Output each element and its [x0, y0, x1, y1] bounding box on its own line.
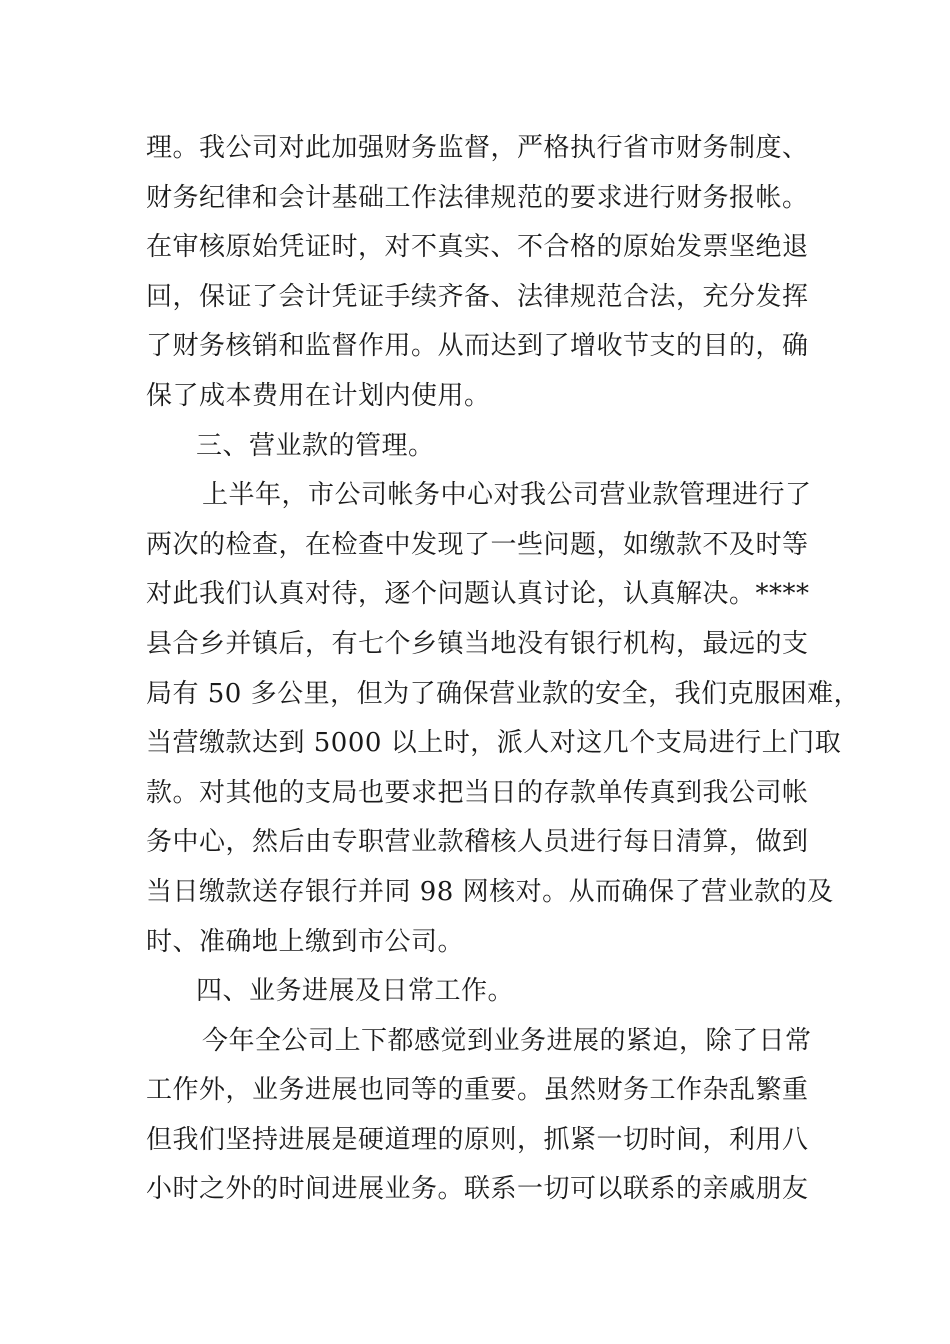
- paragraph-line: 县合乡并镇后，有七个乡镇当地没有银行机构，最远的支: [146, 628, 809, 659]
- paragraph-line: 了财务核销和监督作用。从而达到了增收节支的目的，确: [146, 331, 809, 362]
- paragraph-line: 对此我们认真对待，逐个问题认真讨论，认真解决。****: [146, 579, 810, 610]
- paragraph-line: 在审核原始凭证时，对不真实、不合格的原始发票坚绝退: [146, 232, 809, 263]
- paragraph-line: 款。对其他的支局也要求把当日的存款单传真到我公司帐: [146, 777, 809, 808]
- paragraph-line: 理。我公司对此加强财务监督，严格执行省市财务制度、: [146, 133, 809, 163]
- paragraph-line: 今年全公司上下都感觉到业务进展的紧迫，除了日常: [202, 1025, 812, 1056]
- paragraph-line: 局有 50 多公里，但为了确保营业款的安全，我们克服困难，: [146, 678, 861, 709]
- paragraph-line: 回，保证了会计凭证手续齐备、法律规范合法，充分发挥: [146, 281, 809, 312]
- paragraph-line: 财务纪律和会计基础工作法律规范的要求进行财务报帐。: [146, 182, 809, 213]
- section-heading: 三、营业款的管理。: [196, 430, 435, 461]
- paragraph-line: 两次的检查，在检查中发现了一些问题，如缴款不及时等: [146, 529, 809, 560]
- paragraph-line: 当日缴款送存银行并同 98 网核对。从而确保了营业款的及: [146, 876, 834, 907]
- paragraph-line: 上半年，市公司帐务中心对我公司营业款管理进行了: [202, 480, 812, 511]
- document-body: [146, 124, 861, 1215]
- paragraph-line: 小时之外的时间进展业务。联系一切可以联系的亲戚朋友: [146, 1174, 809, 1205]
- paragraph-line: 但我们坚持进展是硬道理的原则，抓紧一切时间，利用八: [146, 1124, 809, 1155]
- paragraph-line: 务中心，然后由专职营业款稽核人员进行每日清算，做到: [146, 827, 809, 858]
- paragraph-line: 时、准确地上缴到市公司。: [146, 926, 465, 957]
- section-heading: 四、业务进展及日常工作。: [196, 976, 515, 1007]
- paragraph-line: 当营缴款达到 5000 以上时，派人对这几个支局进行上门取: [146, 728, 842, 759]
- paragraph-line: 保了成本费用在计划内使用。: [146, 380, 491, 411]
- paragraph-line: 工作外，业务进展也同等的重要。虽然财务工作杂乱繁重: [146, 1075, 809, 1106]
